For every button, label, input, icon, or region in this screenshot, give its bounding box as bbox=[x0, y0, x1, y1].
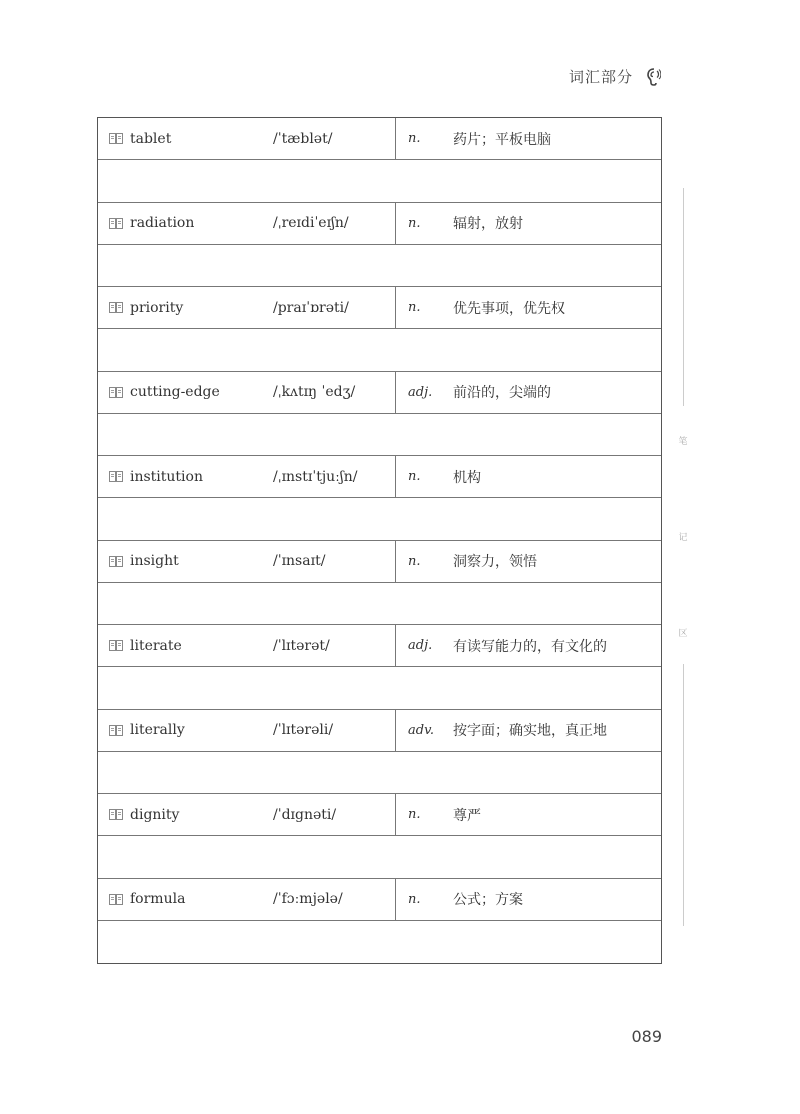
word: literally bbox=[130, 722, 185, 738]
column-divider bbox=[395, 541, 396, 582]
part-of-speech: n. bbox=[408, 891, 421, 907]
book-icon bbox=[109, 894, 123, 905]
meaning: 按字面；确实地，真正地 bbox=[453, 723, 607, 739]
column-divider bbox=[395, 372, 396, 413]
phonetic: /ˈɪnsaɪt/ bbox=[273, 553, 326, 569]
part-of-speech: adv. bbox=[408, 722, 435, 738]
column-divider bbox=[395, 456, 396, 497]
book-icon bbox=[109, 809, 123, 820]
part-of-speech: adj. bbox=[408, 638, 433, 653]
column-divider bbox=[395, 710, 396, 751]
section-title: 词汇部分 bbox=[568, 68, 633, 86]
ear-icon bbox=[647, 68, 661, 86]
book-icon bbox=[109, 133, 123, 144]
meaning: 公式；方案 bbox=[453, 892, 523, 908]
note-row bbox=[98, 667, 661, 710]
book-icon bbox=[109, 556, 123, 567]
column-divider bbox=[395, 625, 396, 666]
page-number: 089 bbox=[631, 1027, 662, 1046]
part-of-speech: n. bbox=[408, 131, 421, 146]
column-divider bbox=[395, 118, 396, 159]
book-icon bbox=[109, 640, 123, 651]
vocab-entry bbox=[98, 287, 661, 329]
book-icon bbox=[109, 387, 123, 398]
meaning: 有读写能力的，有文化的 bbox=[453, 638, 607, 655]
word: dignity bbox=[130, 806, 180, 823]
note-row bbox=[98, 752, 661, 795]
phonetic: /ˈtæblət/ bbox=[273, 130, 333, 147]
word: insight bbox=[130, 553, 179, 569]
phonetic: /ˈlɪtərət/ bbox=[273, 637, 330, 654]
sidebar-line-bottom bbox=[683, 664, 684, 926]
phonetic: /praɪˈɒrəti/ bbox=[273, 299, 349, 316]
note-row bbox=[98, 836, 661, 879]
column-divider bbox=[395, 879, 396, 920]
word: cutting-edge bbox=[130, 384, 220, 400]
part-of-speech: n. bbox=[408, 807, 421, 822]
note-row bbox=[98, 160, 661, 203]
vocabulary-table bbox=[97, 117, 662, 964]
vocab-entry bbox=[98, 541, 661, 583]
vocab-entry bbox=[98, 456, 661, 498]
meaning: 机构 bbox=[453, 469, 481, 486]
phonetic: /ˈlɪtərəli/ bbox=[273, 722, 334, 738]
meaning: 尊严 bbox=[453, 807, 481, 824]
part-of-speech: n. bbox=[408, 300, 421, 315]
book-icon bbox=[109, 218, 123, 229]
meaning: 辐射，放射 bbox=[453, 216, 523, 232]
phonetic: /ˈfɔːmjələ/ bbox=[273, 891, 343, 907]
part-of-speech: n. bbox=[408, 215, 421, 231]
word: radiation bbox=[130, 215, 195, 231]
phonetic: /ˌkʌtɪŋ ˈedʒ/ bbox=[273, 384, 356, 400]
meaning: 药片；平板电脑 bbox=[453, 131, 551, 148]
vocab-entry bbox=[98, 625, 661, 667]
note-row bbox=[98, 414, 661, 457]
part-of-speech: n. bbox=[408, 469, 421, 484]
phonetic: /ˌreɪdiˈeɪʃn/ bbox=[273, 215, 349, 231]
vocab-entry bbox=[98, 372, 661, 414]
phonetic: /ˈdɪgnəti/ bbox=[273, 806, 337, 823]
phonetic: /ˌɪnstɪˈtjuːʃn/ bbox=[273, 468, 358, 485]
vocab-entry bbox=[98, 710, 661, 752]
word: literate bbox=[130, 637, 182, 654]
page-header bbox=[569, 66, 661, 87]
meaning: 优先事项，优先权 bbox=[453, 300, 565, 317]
word: formula bbox=[130, 891, 186, 907]
meaning: 前沿的，尖端的 bbox=[453, 385, 551, 401]
word: institution bbox=[130, 468, 203, 485]
sidebar-line-top bbox=[683, 188, 684, 406]
vocab-entry bbox=[98, 879, 661, 921]
word: tablet bbox=[130, 130, 172, 147]
sidebar-label-notes-1: 笔 bbox=[678, 437, 688, 447]
note-row bbox=[98, 583, 661, 626]
column-divider bbox=[395, 287, 396, 328]
part-of-speech: n. bbox=[408, 553, 421, 569]
book-icon bbox=[109, 471, 123, 482]
vocab-entry bbox=[98, 118, 661, 160]
book-icon bbox=[109, 302, 123, 313]
note-row bbox=[98, 498, 661, 541]
book-icon bbox=[109, 725, 123, 736]
sidebar-label-notes-3: 区 bbox=[678, 629, 688, 639]
note-row bbox=[98, 245, 661, 288]
part-of-speech: adj. bbox=[408, 384, 433, 400]
column-divider bbox=[395, 203, 396, 244]
note-row bbox=[98, 921, 661, 964]
column-divider bbox=[395, 794, 396, 835]
vocab-entry bbox=[98, 203, 661, 245]
note-row bbox=[98, 329, 661, 372]
vocab-entry bbox=[98, 794, 661, 836]
word: priority bbox=[130, 299, 184, 316]
sidebar-label-notes-2: 记 bbox=[678, 533, 688, 543]
meaning: 洞察力，领悟 bbox=[453, 554, 537, 570]
